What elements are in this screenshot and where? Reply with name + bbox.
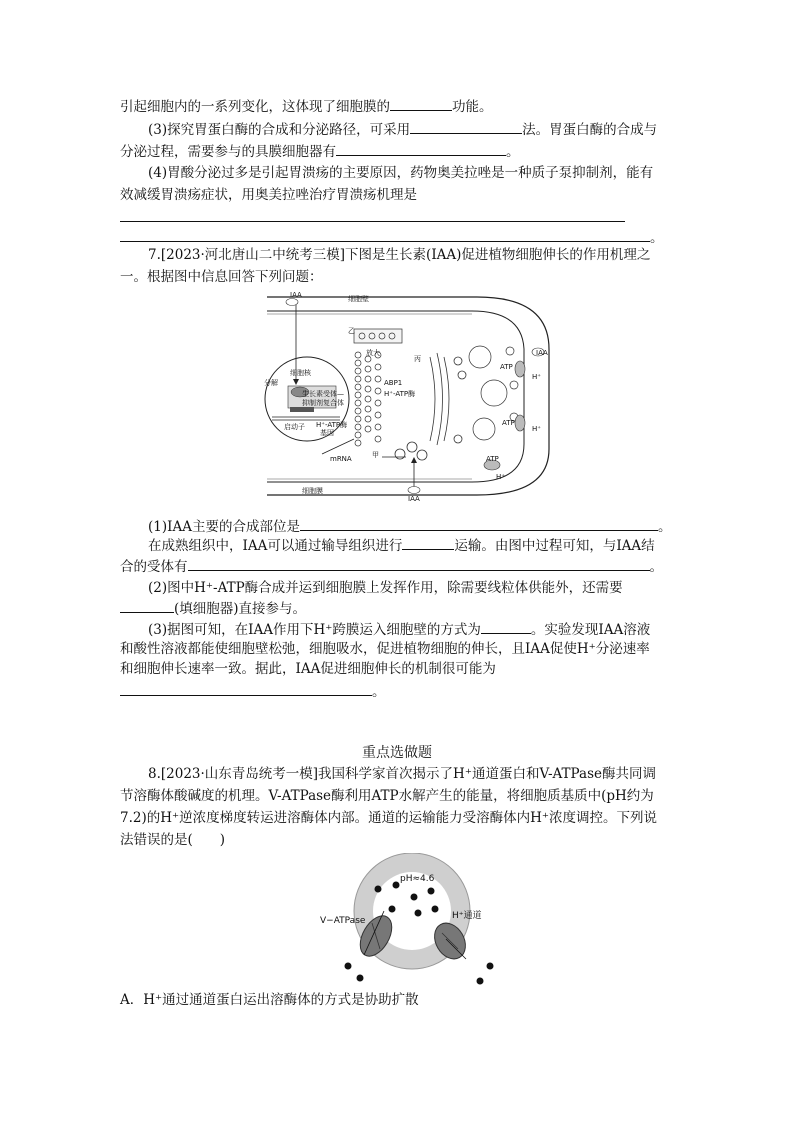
label-atp-3: ATP — [486, 455, 499, 463]
label-bing: 丙 — [414, 355, 421, 363]
answer-blank[interactable] — [402, 535, 454, 550]
q6-line1: 引起细胞内的一系列变化，这体现了细胞膜的 功能。 — [120, 96, 493, 117]
label-iaa-right: IAA — [536, 349, 548, 357]
label-jia: 甲 — [372, 451, 379, 459]
q7-part3-b: 和酸性溶液都能使细胞壁松弛，细胞吸水，促进植物细胞的伸长，且IAA促使H⁺分泌速率 — [120, 641, 650, 657]
section-title: 重点选做题 — [362, 745, 432, 761]
label-atp-2: ATP — [502, 419, 515, 427]
label-decompose: 分解 — [264, 379, 278, 387]
label-h-channel: H⁺通道 — [452, 911, 482, 921]
label-ph: pH≈4.6 — [400, 874, 435, 884]
answer-blank[interactable] — [120, 598, 174, 613]
q8-option-a: A．H⁺通过通道蛋白运出溶酶体的方式是协助扩散 — [120, 992, 419, 1008]
label-h-2: H⁺ — [532, 425, 541, 433]
label-atpase-gene: H⁺-ATP酶 — [316, 421, 348, 429]
q6-part4-cont: 效减缓胃溃疡症状，用奥美拉唑治疗胃溃疡机理是 — [120, 187, 417, 203]
answer-blank[interactable] — [188, 556, 650, 571]
q6-part4: (4)胃酸分泌过多是引起胃溃疡的主要原因，药物奥美拉唑是一种质子泵抑制剂，能有 — [148, 165, 654, 181]
answer-blank[interactable] — [410, 119, 522, 134]
label-yi: 乙 — [348, 327, 355, 335]
q6-answer-line — [120, 207, 625, 228]
q7-intro-cont: 一。根据图中信息回答下列问题： — [120, 269, 323, 285]
answer-blank[interactable] — [120, 207, 625, 222]
q7-part1-c: 合的受体有 。 — [120, 556, 663, 577]
endoplasmic-reticulum — [355, 352, 381, 446]
ribosome-cluster — [354, 329, 402, 343]
iaa-mechanism-figure — [262, 289, 554, 505]
label-h-3: H⁺ — [496, 473, 505, 481]
answer-blank[interactable] — [336, 141, 506, 156]
label-gene: 基因 — [320, 429, 334, 437]
label-nucleus: 细胞核 — [290, 369, 311, 377]
answer-blank[interactable] — [120, 227, 650, 242]
q8-line-b: 节溶酶体酸碱度的机理。V-ATPase酶利用ATP水解产生的能量，将细胞质基质中(pH约为 — [120, 788, 654, 804]
label-abp1: ABP1 — [384, 379, 403, 387]
q8-line-c: 7.2)的H⁺逆浓度梯度转运进溶酶体内部。通道的运输能力受溶酶体内H⁺浓度调控。下列说 — [120, 810, 658, 826]
answer-blank[interactable] — [481, 619, 531, 634]
q7-part2: (2)图中H⁺-ATP酶合成并运到细胞膜上发挥作用，除需要线粒体供能外，还需要 — [148, 580, 623, 596]
q6-answer-line-2: 。 — [120, 227, 664, 248]
label-receptor-complex: 生长素受体— — [302, 390, 344, 398]
answer-blank[interactable] — [300, 516, 658, 531]
answer-blank[interactable] — [120, 681, 372, 696]
label-hatpase: H⁺-ATP酶 — [384, 390, 416, 398]
q6-part3-cont: 分泌过程，需要参与的具膜细胞器有 。 — [120, 141, 520, 162]
q6-part3: (3)探究胃蛋白酶的合成和分泌路径，可采用 法。胃蛋白酶的合成与 — [148, 119, 657, 140]
q7-part1: (1)IAA主要的合成部位是 。 — [148, 516, 671, 537]
label-inhibitor-complex: 抑制剂复合体 — [302, 399, 344, 407]
label-iaa-bottom: IAA — [408, 495, 420, 503]
golgi-apparatus — [395, 353, 466, 460]
label-cell-membrane: 细胞膜 — [302, 487, 323, 495]
label-promoter: 启动子 — [284, 423, 305, 431]
q7-part2-cont: (填细胞器)直接参与。 — [120, 598, 306, 619]
q8-line-a: 8.[2023·山东青岛统考一模]我国科学家首次揭示了H⁺通道蛋白和V-ATPase酶共同调 — [148, 766, 656, 782]
lysosome-figure — [318, 853, 502, 993]
answer-blank[interactable] — [390, 96, 452, 111]
label-vatpase: V−ATPase — [320, 916, 366, 926]
label-amplify: 放大 — [366, 349, 380, 357]
label-atp-1: ATP — [500, 363, 513, 371]
label-cell-wall: 细胞壁 — [348, 295, 369, 303]
q7-part3-c: 和细胞伸长速率一致。据此，IAA促进细胞伸长的机制很可能为 — [120, 661, 496, 677]
q8-line-d: 法错误的是( ) — [120, 832, 226, 848]
q7-intro: 7.[2023·河北唐山二中统考三模]下图是生长素(IAA)促进植物细胞伸长的作用机理之 — [148, 247, 651, 263]
label-h-1: H⁺ — [532, 373, 541, 381]
label-iaa-top: IAA — [290, 291, 302, 299]
q7-part1-b: 在成熟组织中，IAA可以通过输导组织进行 运输。由图中过程可知，与IAA结 — [148, 535, 655, 556]
label-mrna: mRNA — [330, 455, 352, 463]
q7-part3: (3)据图可知，在IAA作用下H⁺跨膜运入细胞壁的方式为 。实验发现IAA溶液 — [148, 619, 650, 640]
q7-part3-answer: 。 — [120, 681, 386, 702]
